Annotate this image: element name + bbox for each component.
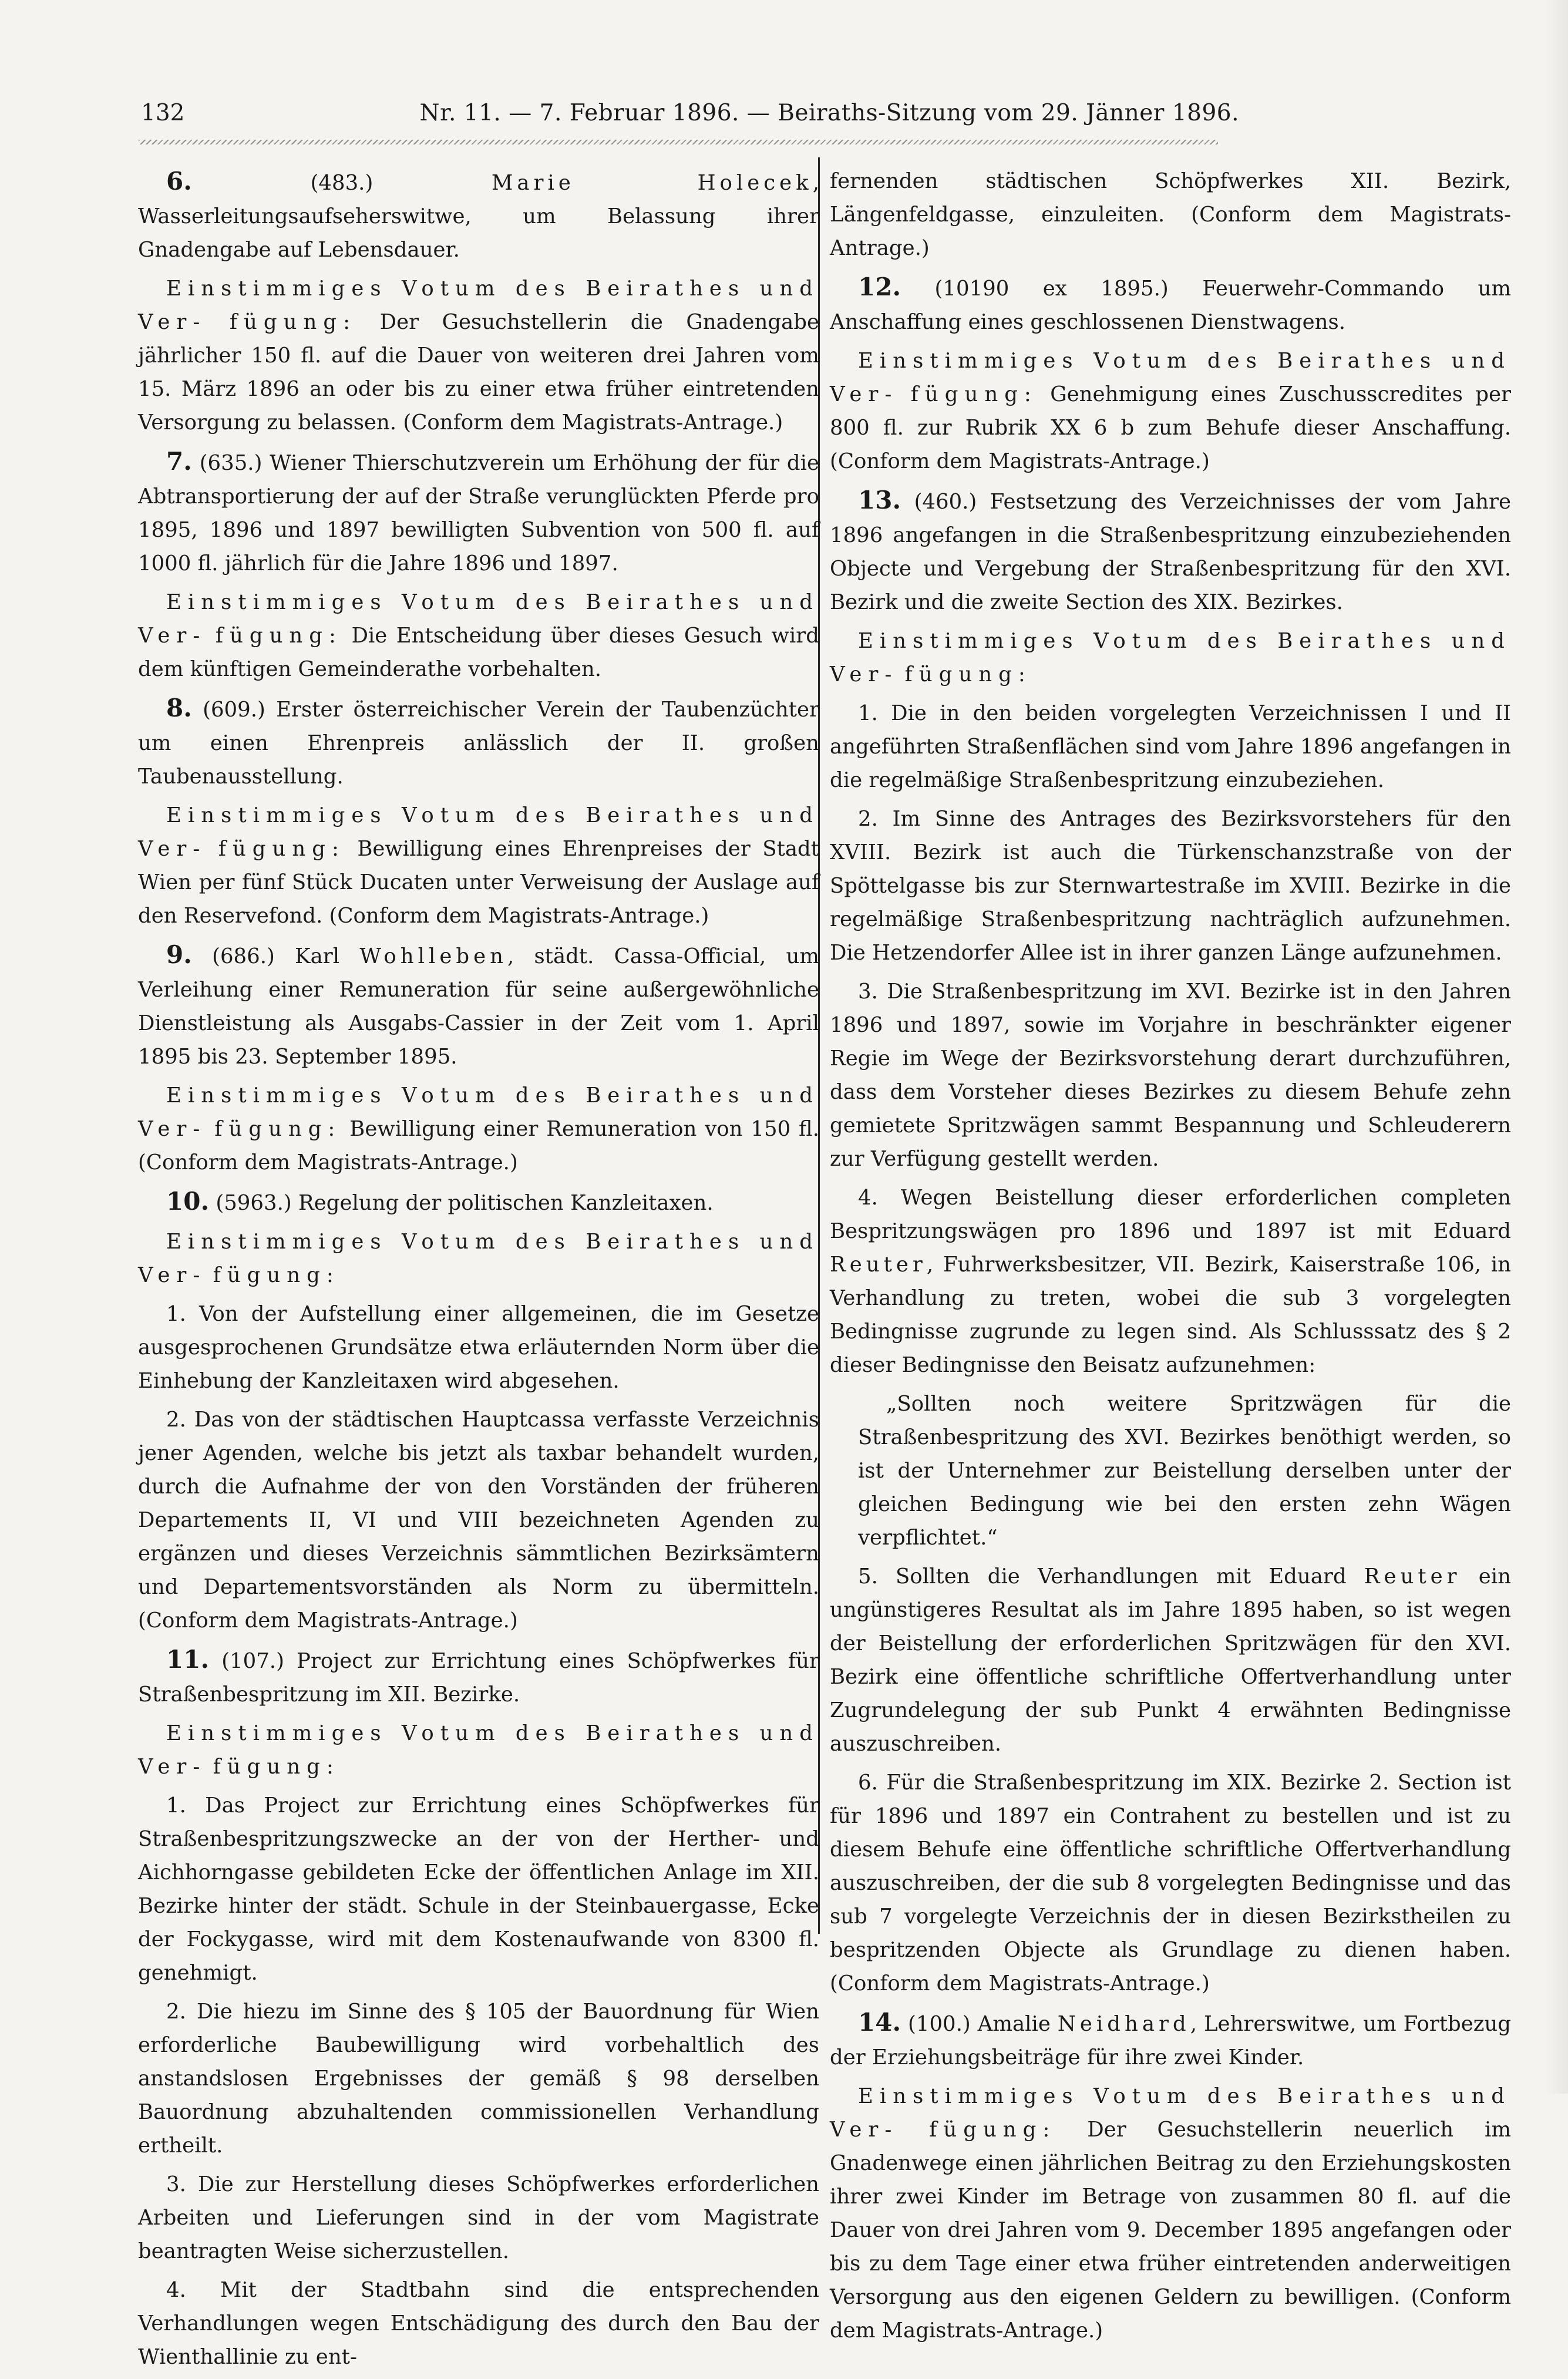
item-text: (5963.) Regelung der politischen Kanzleitaxen.: [216, 1191, 714, 1215]
item-13-point-5: [830, 1560, 1511, 1761]
vote-label-end: fügung:: [218, 837, 345, 861]
vote-label: Einstimmiges Votum des Beirathes und Ver-: [138, 803, 819, 861]
point-text: 4. Wegen Beistellung dieser erforderlichen completen Bespritzungswägen pro 1896 und 1897 ist mit Eduard: [830, 1186, 1511, 1243]
item-text: , Wasserleitungsaufseherswitwe, um Belassung ihrer Gnadengabe auf Lebensdauer.: [138, 171, 819, 262]
person-name: Marie Holecek: [492, 171, 813, 195]
vote-label: Einstimmiges Votum des Beirathes und Ver-: [138, 1230, 819, 1287]
point-text: 5. Sollten die Verhandlungen mit Eduard: [858, 1564, 1347, 1589]
item-13-point-6: 6. Für die Straßenbespritzung im XIX. Bezirke 2. Section ist für 1896 und 1897 ein Contrahent zu bestellen und ist zu diesem Behufe eine öffentliche schriftliche Offertverhandlung auszuschreiben, der die sub 8 vorgelegten Bedingnisse und das sub 7 vorgelegte Verzeichnis der in diesen Bezirkstheilen zu bespritzenden Objecte als Grundlage zu dienen haben. (Conform dem Magistrats-Antrage.): [830, 1771, 1511, 1996]
page-header: [141, 100, 1239, 135]
item-11-point-2: 2. Die hiezu im Sinne des § 105 der Bauordnung für Wien erforderliche Baubewilligung wird vorbehaltlich des anstandslosen Ergebnisses der gemäß § 98 derselben Bauordnung abzuhaltenden commissionellen Verhandlung ertheilt.: [138, 2000, 819, 2158]
item-10: [138, 1185, 819, 1220]
vote-9: [138, 1079, 819, 1179]
vote-label: Einstimmiges Votum des Beirathes und Ver-: [138, 1721, 819, 1779]
vote-label: Einstimmiges Votum des Beirathes und Ver-: [830, 349, 1511, 406]
item-13-point-3: 3. Die Straßenbespritzung im XVI. Bezirke ist in den Jahren 1896 und 1897, sowie im Vorjahre in beschränkter eigener Regie im Wege der Bezirksvorstehung derart durchzuführen, dass dem Vorsteher dieses Bezirkes zu diesem Behufe zehn gemietete Spritzwägen sammt Bespannung und Schleuderern zur Verfügung gestellt werden.: [830, 980, 1511, 1171]
item-12: [830, 270, 1511, 339]
item-text: (107.) Project zur Errichtung eines Schöpfwerkes für Straßenbespritzung im XII. Bezirke.: [138, 1649, 819, 1707]
item-10-point-1: 1. Von der Aufstellung einer allgemeinen, die im Gesetze ausgesprochenen Grundsätze etwa erläuternden Norm über die Einhebung der Kanzleitaxen wird abgesehen.: [138, 1302, 819, 1393]
quoted-clause: „Sollten noch weitere Spritzwägen für die Straßenbespritzung des XVI. Bezirkes benöthigt werden, so ist der Unternehmer zur Beistellung derselben unter der gleichen Bedingung wie bei den ersten zehn Wägen verpflichtet.“: [858, 1392, 1511, 1550]
vote-label: Einstimmiges Votum des Beirathes und Ver-: [138, 1083, 819, 1141]
vote-8: [138, 799, 819, 933]
vote-label-end: fügung:: [929, 2118, 1056, 2142]
item-text: , Lehrerswitwe, um Fortbezug der Erziehungsbeiträge für ihre zwei Kinder.: [830, 2012, 1511, 2070]
vote-label-end: fügung:: [214, 1117, 342, 1141]
vote-text: Bewilligung eines Ehrenpreises der Stadt Wien per fünf Stück Ducaten unter Verweisung der Auslage auf den Reservefond. (Conform dem Magistrats-Antrage.): [138, 837, 819, 928]
vote-14: [830, 2079, 1511, 2347]
header-rule: [139, 140, 1218, 144]
vote-label-end: fügung:: [213, 1755, 340, 1779]
item-11-point-3: 3. Die zur Herstellung dieses Schöpfwerkes erforderlichen Arbeiten und Lieferungen sind in der vom Magistrate beantragten Weise sicherzustellen.: [138, 2172, 819, 2263]
vote-7: [138, 586, 819, 686]
person-name: Wohlleben: [359, 944, 507, 968]
item-ref: (483.): [310, 171, 374, 195]
item-number: 6.: [166, 167, 192, 196]
person-name: Reuter: [1364, 1564, 1461, 1589]
vote-11: [138, 1717, 819, 1784]
item-number: 8.: [166, 694, 192, 722]
right-column: [830, 164, 1511, 2353]
item-number: 10.: [166, 1187, 210, 1216]
item-number: 13.: [858, 486, 901, 514]
vote-label: Einstimmiges Votum des Beirathes und Ver-: [830, 629, 1511, 687]
vote-label-end: fügung:: [904, 662, 1032, 687]
vote-label-end: fügung:: [213, 1263, 340, 1287]
left-column: [138, 164, 819, 2379]
item-13-point-4: [830, 1181, 1511, 1382]
page-number: 132: [141, 100, 185, 126]
item-6: [138, 164, 819, 267]
item-11-point-4: 4. Mit der Stadtbahn sind die entsprechenden Verhandlungen wegen Entschädigung des durch den Bau der Wienthallinie zu ent-: [138, 2278, 819, 2369]
vote-10: [138, 1225, 819, 1292]
vote-text: Bewilligung einer Remuneration von 150 fl. (Conform dem Magistrats-Antrage.): [138, 1117, 819, 1175]
item-13-point-1: 1. Die in den beiden vorgelegten Verzeichnissen I und II angeführten Straßenflächen sind vom Jahre 1896 angefangen in die regelmäßige Straßenbespritzung einzubeziehen.: [830, 701, 1511, 792]
item-text: (10190 ex 1895.) Feuerwehr-Commando um Anschaffung eines geschlossenen Dienstwagens.: [830, 277, 1511, 334]
vote-label-end: fügung:: [910, 382, 1038, 406]
vote-12: [830, 344, 1511, 478]
item-text: (609.) Erster österreichischer Verein der Taubenzüchter um einen Ehrenpreis anlässlich der II. großen Taubenausstellung.: [138, 698, 819, 789]
vote-text: Die Entscheidung über dieses Gesuch wird dem künftigen Gemeinderathe vorbehalten.: [138, 624, 819, 681]
point-text: , Fuhrwerksbesitzer, VII. Bezirk, Kaiserstraße 106, in Verhandlung zu treten, wobei die sub 3 vorgelegten Bedingnisse zugrunde zu legen sind. Als Schlusssatz des § 2 dieser Bedingnisse den Beisatz aufzunehmen:: [830, 1253, 1511, 1377]
vote-label: Einstimmiges Votum des Beirathes und Ver-: [138, 277, 819, 334]
person-name: Reuter: [830, 1253, 927, 1277]
item-11-point-1: 1. Das Project zur Errichtung eines Schöpfwerkes für Straßenbespritzungszwecke an der von der Herther- und Aichhorngasse gebildeten Ecke der öffentlichen Anlage im XII. Bezirke hinter der städt. Schule in der Steinbauergasse, Ecke der Fockygasse, wird mit dem Kostenaufwande von 8300 fl. genehmigt.: [138, 1793, 819, 1985]
item-8: [138, 691, 819, 793]
item-text: (635.) Wiener Thierschutzverein um Erhöhung der für die Abtransportierung der auf der Straße verunglückten Pferde pro 1895, 1896 und 1897 bewilligten Subvention von 500 fl. auf 1000 fl. jährlich für die Jahre 1896 und 1897.: [138, 451, 819, 576]
vote-13: [830, 624, 1511, 691]
item-number: 9.: [166, 940, 192, 969]
item-number: 11.: [166, 1645, 210, 1674]
item-text: (460.) Festsetzung des Verzeichnisses der vom Jahre 1896 angefangen in die Straßenbespritzung einzubeziehenden Objecte und Vergebung der Straßenbespritzung für den XVI. Bezirk und die zweite Section des XIX. Bezirkes.: [830, 490, 1511, 614]
item-number: 7.: [166, 447, 192, 476]
item-9: [138, 938, 819, 1074]
running-title: Nr. 11. — 7. Februar 1896. — Beiraths-Sitzung vom 29. Jänner 1896.: [419, 100, 1239, 126]
item-ref: (100.) Amalie: [908, 2012, 1051, 2036]
vote-label: Einstimmiges Votum des Beirathes und Ver-: [830, 2084, 1511, 2142]
item-number: 14.: [858, 2008, 901, 2037]
item-13: [830, 483, 1511, 619]
point-text: ein ungünstigeres Resultat als im Jahre 1895 haben, so ist wegen der Beistellung der erforderlichen Spritzwägen für den XVI. Bezirk eine öffentliche schriftliche Offertverhandlung unter Zugrundelegung der sub Punkt 4 erwähnten Bedingnisse auszuschreiben.: [830, 1564, 1511, 1756]
item-text: , städt. Cassa-Official, um Verleihung einer Remuneration für seine außergewöhnliche Dienstleistung als Ausgabs-Cassier in der Zeit vom 1. April 1895 bis 23. September 1895.: [138, 944, 819, 1069]
vote-label: Einstimmiges Votum des Beirathes und Ver-: [138, 590, 819, 648]
vote-label-end: fügung:: [215, 624, 342, 648]
item-7: [138, 445, 819, 580]
item-11: [138, 1643, 819, 1711]
item-13-point-2: 2. Im Sinne des Antrages des Bezirksvorstehers für den XVIII. Bezirk ist auch die Türkenschanzstraße von der Spöttelgasse bis zur Sternwartestraße im XVIII. Bezirke in die regelmäßige Straßenbespritzung nachträglich aufzunehmen. Die Hetzendorfer Allee ist in ihrer ganzen Länge aufzunehmen.: [830, 807, 1511, 965]
vote-text: Genehmigung eines Zuschusscredites per 800 fl. zur Rubrik XX 6 b zum Behufe dieser Anschaffung. (Conform dem Magistrats-Antrage.): [830, 382, 1512, 473]
vote-text: Der Gesuchstellerin neuerlich im Gnadenwege einen jährlichen Beitrag zu den Erziehungskosten ihrer zwei Kinder im Betrage von zusammen 80 fl. auf die Dauer von drei Jahren vom 9. December 1895 angefangen oder bis zu dem Tage einer etwa früher eintretenden anderweitigen Versorgung aus den eigenen Geldern zu bewilligen. (Conform dem Magistrats-Antrage.): [830, 2118, 1511, 2343]
vote-6: [138, 272, 819, 439]
item-number: 12.: [858, 272, 901, 301]
item-11-continuation: fernenden städtischen Schöpfwerkes XII. Bezirk, Längenfeldgasse, einzuleiten. (Conform dem Magistrats-Antrage.): [830, 169, 1511, 260]
person-name: Neidhard: [1057, 2012, 1190, 2036]
item-10-point-2: 2. Das von der städtischen Hauptcassa verfasste Verzeichnis jener Agenden, welche bis jetzt als taxbar behandelt wurden, durch die Aufnahme der von den Vorständen der früheren Departements II, VI und VIII bezeichneten Agenden zu ergänzen und dieses Verzeichnis sämmtlichen Bezirksämtern und Departementsvorständen als Norm zu übermitteln. (Conform dem Magistrats-Antrage.): [138, 1408, 819, 1633]
vote-label-end: fügung:: [229, 310, 357, 334]
item-14: [830, 2006, 1511, 2074]
item-ref: (686.) Karl: [212, 944, 340, 968]
vote-text: Der Gesuchstellerin die Gnadengabe jährlicher 150 fl. auf die Dauer von weiteren drei Jahren vom 15. März 1896 an oder bis zu einer etwa früher eintretenden Versorgung zu belassen. (Conform dem Magistrats-Antrage.): [138, 310, 819, 435]
scan-edge: [1545, 0, 1568, 2094]
